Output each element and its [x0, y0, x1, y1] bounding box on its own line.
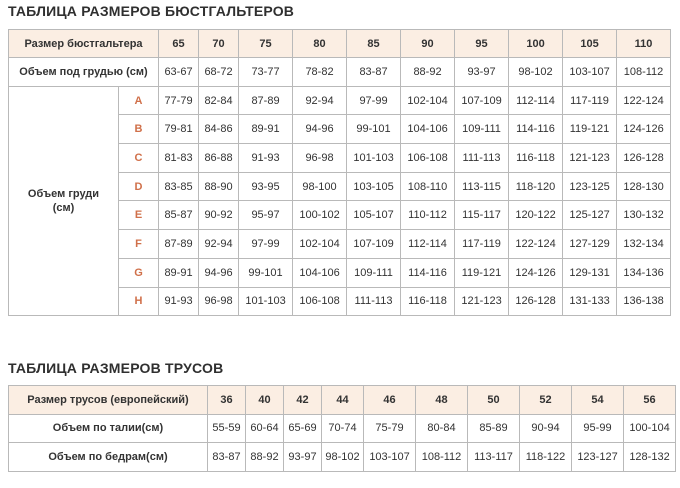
bust-cell: 125-127: [563, 201, 617, 230]
size-cell: 90: [401, 30, 455, 58]
bust-cell: 124-126: [509, 258, 563, 287]
waist-row: [9, 414, 676, 443]
cup-letter: D: [119, 172, 159, 201]
bust-cell: 121-123: [455, 287, 509, 316]
waist-cell: 75-79: [364, 414, 416, 443]
waist-cell: 70-74: [322, 414, 364, 443]
bust-cell: 91-93: [239, 144, 293, 173]
cup-letter: B: [119, 115, 159, 144]
bust-cell: 92-94: [293, 86, 347, 115]
bust-cell: 102-104: [293, 230, 347, 259]
bust-cell: 121-123: [563, 144, 617, 173]
bust-cell: 97-99: [347, 86, 401, 115]
bust-cell: 79-81: [159, 115, 199, 144]
bust-cell: 84-86: [199, 115, 239, 144]
bust-cell: 117-119: [563, 86, 617, 115]
size-cell: 75: [239, 30, 293, 58]
bust-cell: 116-118: [401, 287, 455, 316]
cup-letter: A: [119, 86, 159, 115]
bust-cell: 122-124: [509, 230, 563, 259]
bust-cell: 93-95: [239, 172, 293, 201]
size-cell: 105: [563, 30, 617, 58]
briefs-size-cell: 54: [572, 386, 624, 415]
underbust-cell: 88-92: [401, 58, 455, 87]
size-cell: 80: [293, 30, 347, 58]
hips-label: Объем по бедрам(см): [9, 443, 208, 472]
hips-cell: 88-92: [246, 443, 284, 472]
bust-cell: 94-96: [199, 258, 239, 287]
bra-size-table-title: ТАБЛИЦА РАЗМЕРОВ БЮСТГАЛЬТЕРОВ: [8, 3, 295, 19]
bust-cell: 85-87: [159, 201, 199, 230]
bust-cell: 104-106: [293, 258, 347, 287]
cup-letter: G: [119, 258, 159, 287]
waist-cell: 80-84: [416, 414, 468, 443]
bust-cell: 99-101: [347, 115, 401, 144]
bust-cell: 100-102: [293, 201, 347, 230]
bust-cell: 86-88: [199, 144, 239, 173]
cup-letter: E: [119, 201, 159, 230]
bust-cell: 87-89: [159, 230, 199, 259]
bust-cell: 77-79: [159, 86, 199, 115]
bust-cell: 89-91: [159, 258, 199, 287]
bust-cell: 101-103: [239, 287, 293, 316]
underbust-row: [9, 58, 671, 87]
bust-cell: 99-101: [239, 258, 293, 287]
bust-cell: 107-109: [455, 86, 509, 115]
hips-cell: 128-132: [624, 443, 676, 472]
cup-row: [9, 86, 671, 115]
bust-cell: 107-109: [347, 230, 401, 259]
bust-cell: 119-121: [563, 115, 617, 144]
cup-letter: C: [119, 144, 159, 173]
waist-cell: 55-59: [208, 414, 246, 443]
cup-letter: F: [119, 230, 159, 259]
bra-size-table: [8, 29, 671, 316]
bust-cell: 114-116: [509, 115, 563, 144]
bust-cell: 103-105: [347, 172, 401, 201]
bust-cell: 124-126: [617, 115, 671, 144]
briefs-size-cell: 46: [364, 386, 416, 415]
briefs-size-table-title: ТАБЛИЦА РАЗМЕРОВ ТРУСОВ: [8, 360, 224, 376]
briefs-size-cell: 50: [468, 386, 520, 415]
bust-cell: 88-90: [199, 172, 239, 201]
size-cell: 85: [347, 30, 401, 58]
briefs-size-cell: 48: [416, 386, 468, 415]
bust-cell: 87-89: [239, 86, 293, 115]
bust-cell: 98-100: [293, 172, 347, 201]
waist-cell: 90-94: [520, 414, 572, 443]
briefs-size-cell: 40: [246, 386, 284, 415]
briefs-size-cell: 52: [520, 386, 572, 415]
bust-cell: 128-130: [617, 172, 671, 201]
bust-cell: 109-111: [347, 258, 401, 287]
bust-cell: 111-113: [347, 287, 401, 316]
hips-cell: 113-117: [468, 443, 520, 472]
bust-label: Объем груди (см): [9, 86, 119, 316]
bust-cell: 83-85: [159, 172, 199, 201]
hips-cell: 118-122: [520, 443, 572, 472]
waist-cell: 85-89: [468, 414, 520, 443]
bust-cell: 96-98: [199, 287, 239, 316]
bust-cell: 106-108: [401, 144, 455, 173]
waist-cell: 100-104: [624, 414, 676, 443]
bust-cell: 127-129: [563, 230, 617, 259]
hips-cell: 83-87: [208, 443, 246, 472]
underbust-cell: 103-107: [563, 58, 617, 87]
bust-cell: 92-94: [199, 230, 239, 259]
bust-cell: 110-112: [401, 201, 455, 230]
bust-cell: 95-97: [239, 201, 293, 230]
hips-cell: 103-107: [364, 443, 416, 472]
hips-cell: 93-97: [284, 443, 322, 472]
bust-cell: 106-108: [293, 287, 347, 316]
bust-cell: 94-96: [293, 115, 347, 144]
briefs-size-table: [8, 385, 676, 472]
bust-cell: 91-93: [159, 287, 199, 316]
size-cell: 100: [509, 30, 563, 58]
hips-cell: 123-127: [572, 443, 624, 472]
briefs-size-row: [9, 386, 676, 415]
bust-cell: 131-133: [563, 287, 617, 316]
bust-cell: 122-124: [617, 86, 671, 115]
bust-cell: 112-114: [509, 86, 563, 115]
size-header-row: [9, 30, 671, 58]
bust-cell: 120-122: [509, 201, 563, 230]
bust-cell: 112-114: [401, 230, 455, 259]
bust-cell: 108-110: [401, 172, 455, 201]
briefs-size-cell: 36: [208, 386, 246, 415]
bust-cell: 90-92: [199, 201, 239, 230]
bust-cell: 113-115: [455, 172, 509, 201]
bust-cell: 119-121: [455, 258, 509, 287]
underbust-label: Объем под грудью (см): [9, 58, 159, 87]
underbust-cell: 73-77: [239, 58, 293, 87]
bust-cell: 97-99: [239, 230, 293, 259]
bust-cell: 115-117: [455, 201, 509, 230]
bust-cell: 89-91: [239, 115, 293, 144]
waist-cell: 65-69: [284, 414, 322, 443]
hips-cell: 108-112: [416, 443, 468, 472]
underbust-cell: 63-67: [159, 58, 199, 87]
bust-cell: 136-138: [617, 287, 671, 316]
bust-cell: 126-128: [509, 287, 563, 316]
waist-cell: 60-64: [246, 414, 284, 443]
briefs-size-cell: 44: [322, 386, 364, 415]
bust-cell: 126-128: [617, 144, 671, 173]
bust-cell: 81-83: [159, 144, 199, 173]
bust-cell: 116-118: [509, 144, 563, 173]
bust-cell: 104-106: [401, 115, 455, 144]
bust-cell: 101-103: [347, 144, 401, 173]
size-cell: 95: [455, 30, 509, 58]
size-cell: 110: [617, 30, 671, 58]
cup-letter: H: [119, 287, 159, 316]
bust-cell: 123-125: [563, 172, 617, 201]
bust-cell: 96-98: [293, 144, 347, 173]
size-label: Размер бюстгальтера: [9, 30, 159, 58]
bust-cell: 117-119: [455, 230, 509, 259]
hips-cell: 98-102: [322, 443, 364, 472]
bust-cell: 111-113: [455, 144, 509, 173]
waist-cell: 95-99: [572, 414, 624, 443]
underbust-cell: 68-72: [199, 58, 239, 87]
size-cell: 70: [199, 30, 239, 58]
underbust-cell: 93-97: [455, 58, 509, 87]
bust-cell: 134-136: [617, 258, 671, 287]
underbust-cell: 108-112: [617, 58, 671, 87]
bust-cell: 132-134: [617, 230, 671, 259]
underbust-cell: 83-87: [347, 58, 401, 87]
waist-label: Объем по талии(см): [9, 414, 208, 443]
bust-cell: 129-131: [563, 258, 617, 287]
bust-cell: 118-120: [509, 172, 563, 201]
bust-cell: 105-107: [347, 201, 401, 230]
briefs-size-label: Размер трусов (европейский): [9, 386, 208, 415]
bust-cell: 130-132: [617, 201, 671, 230]
briefs-size-cell: 56: [624, 386, 676, 415]
bust-cell: 102-104: [401, 86, 455, 115]
bust-cell: 114-116: [401, 258, 455, 287]
bust-cell: 109-111: [455, 115, 509, 144]
size-cell: 65: [159, 30, 199, 58]
underbust-cell: 98-102: [509, 58, 563, 87]
hips-row: [9, 443, 676, 472]
underbust-cell: 78-82: [293, 58, 347, 87]
bust-cell: 82-84: [199, 86, 239, 115]
briefs-size-cell: 42: [284, 386, 322, 415]
